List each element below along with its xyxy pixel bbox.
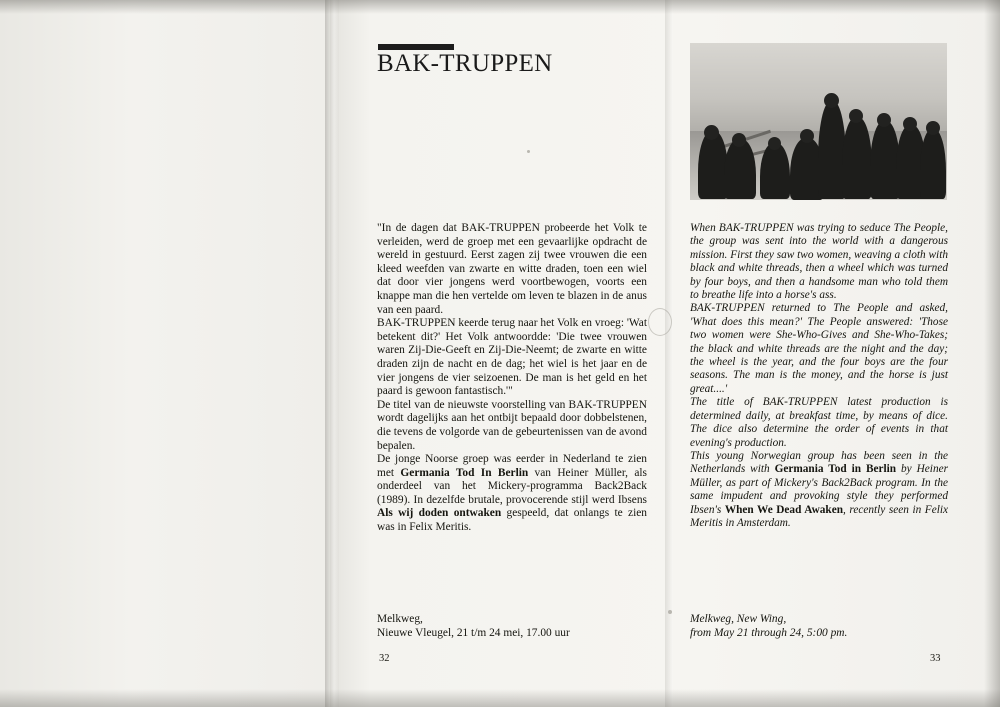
venue-details: from May 21 through 24, 5:00 pm. [690, 626, 848, 639]
work-title: When We Dead Awaken [724, 503, 843, 516]
photo-figure [920, 129, 946, 199]
book-gutter [325, 0, 339, 707]
photo-figure-head [926, 121, 940, 135]
text-part: by Heiner Müller, as part of Mickery's Back2Back program. In the same impudent and provoking style they performed Ibsen's [690, 463, 948, 516]
text-part: gespeeld, dat onlangs te zien was in Felix Meritis. [377, 507, 647, 534]
page-left-blank [0, 0, 330, 707]
group-photo [690, 43, 947, 200]
photo-figure [724, 139, 756, 199]
paragraph: BAK-TRUPPEN keerde terug naar het Volk en vroeg: 'Wat betekent dit?' Het Volk antwoordde: 'Die twee vrouwen waren Zij-Die-Geeft en Zij-Die-Neemt; de zwarte en witte draden zijn de nacht en de dag; het wiel is het jaar en de vier jongens de vier seizoenen. De man is het geld en het paard is gewoon fantastisch.'" [377, 317, 647, 398]
photo-figure-head [824, 93, 839, 108]
text-part: De jonge Noorse groep was eerder in Nederland te zien met [377, 453, 647, 479]
photo-figure-head [903, 117, 917, 131]
page-number-right: 33 [930, 653, 941, 664]
work-title: Germania Tod In Berlin [400, 466, 529, 479]
photo-figure-head [768, 137, 781, 150]
photo-figure-head [704, 125, 719, 140]
work-title: Als wij doden ontwaken [377, 507, 502, 520]
text-part: This young Norwegian group has been seen in the Netherlands with [690, 449, 948, 476]
photo-figure [760, 143, 790, 199]
photo-figure-head [849, 109, 863, 123]
work-title: Germania Tod in Berlin [774, 463, 897, 476]
paper-speck [668, 610, 672, 614]
paragraph: When BAK-TRUPPEN was trying to seduce The People, the group was sent into the world with a dangerous mission. First they saw two women, weaving a cloth with black and white threads, then a wheel which was turned by four boys, and then a handsome man who told them to breathe life into a horse's ass. [690, 222, 948, 302]
venue-block-dutch [377, 613, 657, 641]
venue-name: Melkweg, [377, 613, 423, 625]
text-part: , recently seen in Felix Meritis in Amsterdam. [690, 503, 948, 529]
venue-details: Nieuwe Vleugel, 21 t/m 24 mei, 17.00 uur [377, 626, 570, 639]
photo-figure-head [732, 133, 746, 147]
paper-speck [527, 150, 530, 153]
paragraph: "In de dagen dat BAK-TRUPPEN probeerde het Volk te verleiden, werd de groep met een gevaarlijke opdracht de wereld in gestuurd. Eerst zagen zij twee vrouwen die een kleed weefden van zwarte en witte draden, toen een wiel dat door vier jongens werd voortbewogen, voorts een knappe man die hen vertelde om leven te blazen in de anus van een paard. [377, 222, 647, 316]
paper-smudge [648, 308, 672, 336]
paragraph: The title of BAK-TRUPPEN latest production is determined daily, at breakfast time, by means of dice. The dice also determine the order of events in that evening's production. [690, 396, 948, 449]
text-part: van Heiner Müller, als onderdeel van het Mickery-programma Back2Back (1989). In dezelfde brutale, provocerende stijl werd Ibsens [377, 466, 647, 506]
paragraph: BAK-TRUPPEN returned to The People and asked, 'What does this mean?' The People answered: 'Those two women were She-Who-Gives and She-Who-Takes; the black and white threads are the night and the day; the wheel is the year, and the four boys are the four seasons. The man is the money, and the horse is just great....' [690, 302, 948, 395]
venue-name: Melkweg, New Wing, [690, 613, 787, 625]
paragraph-with-titles [690, 450, 948, 530]
paragraph-with-titles [377, 453, 647, 535]
paragraph: De titel van de nieuwste voorstelling van BAK-TRUPPEN wordt dagelijks aan het ontbijt bepaald door dobbelstenen, die tevens de volgorde van de gebeurtenissen van de avond bepalen. [377, 398, 647, 452]
photo-figure [842, 117, 872, 199]
text-column-english [690, 222, 948, 530]
page-number-left: 32 [379, 653, 390, 664]
photo-figure-head [800, 129, 814, 143]
photo-figure-head [877, 113, 891, 127]
page-title: BAK-TRUPPEN [377, 50, 553, 77]
venue-block-english [690, 613, 970, 641]
text-column-dutch [377, 222, 647, 535]
